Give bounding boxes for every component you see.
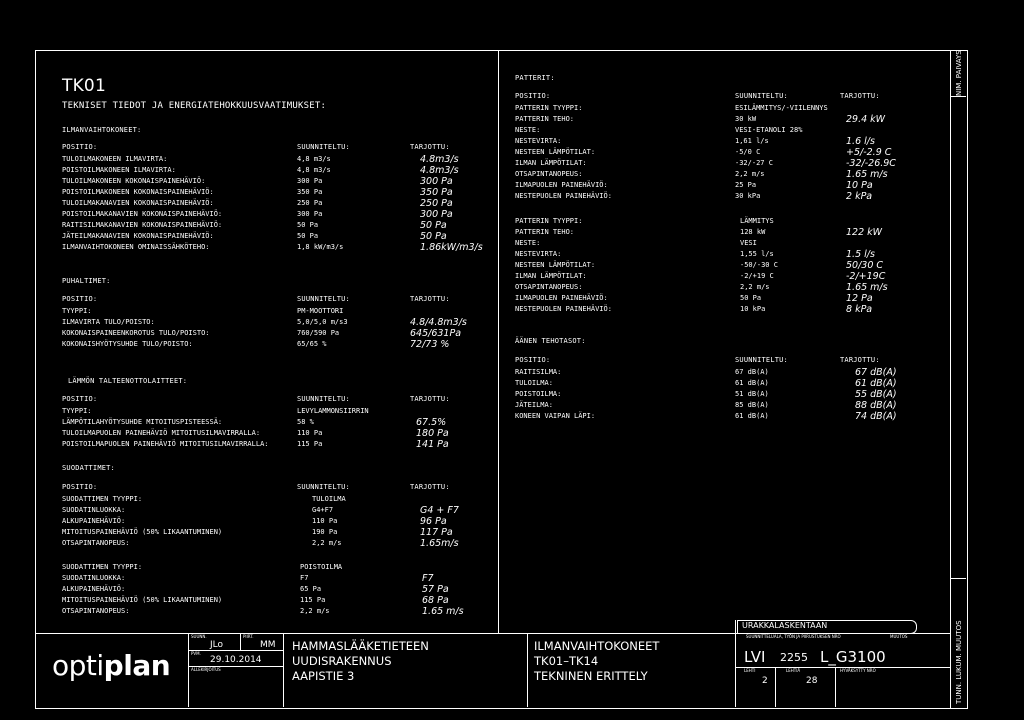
row-label: TULOILMA: — [515, 379, 553, 387]
sheets-value: 28 — [806, 676, 818, 686]
row-label: ALKUPAINEHÄVIÖ: — [62, 517, 126, 525]
tb-divider — [188, 633, 189, 707]
sheet-value: 2 — [762, 676, 768, 686]
offered-value: 300 Pa — [420, 176, 453, 187]
row-label: NESTE: — [515, 126, 541, 134]
planned-value: 190 Pa — [312, 528, 338, 536]
planned-value: 10 kPa — [740, 305, 766, 313]
row-label: ILMAPUOLEN PAINEHÄVIÖ: — [515, 181, 608, 189]
strip-divider-mid — [950, 578, 966, 579]
offered-value: 180 Pa — [416, 428, 449, 439]
row-label: POISTOILMA: — [515, 390, 562, 398]
row-label: NESTEPUOLEN PAINEHÄVIÖ: — [515, 305, 612, 313]
row-label: OTSAPINTANOPEUS: — [515, 170, 583, 178]
tb-divider — [735, 620, 736, 707]
planned-value: 50 Pa — [297, 232, 319, 240]
planned-value: 58 % — [297, 418, 314, 426]
suodatin1-offered — [420, 494, 459, 549]
sheets-label: LEHTIÄ — [786, 668, 801, 673]
planned-value: 4,8 m3/s — [297, 166, 331, 174]
puhaltimet-labels — [62, 306, 210, 350]
offered-value: 141 Pa — [416, 439, 449, 450]
offered-value: -2/+19C — [846, 271, 886, 282]
row-label: POISTOILMAPUOLEN PAINEHÄVIÖ MITOITUSILMAVIRRALLA: — [62, 440, 269, 448]
planned-value: 50 Pa — [297, 221, 319, 229]
header-planned: SUUNNITELTU: — [735, 356, 788, 364]
patteri2-offered — [846, 216, 888, 315]
section-heading: SUODATTIMET: — [62, 464, 115, 472]
row-label: PATTERIN TYYPPI: — [515, 104, 583, 112]
offered-value: G4 + F7 — [420, 505, 459, 516]
header-offered: TARJOTTU: — [410, 395, 450, 403]
planned-value: G4+F7 — [312, 506, 334, 514]
offered-value: 50 Pa — [420, 231, 447, 242]
row-label: KONEEN VAIPAN LÄPI: — [515, 412, 596, 420]
row-label: SUODATTIMEN TYYPPI: — [62, 563, 143, 571]
offered-value: 12 Pa — [846, 293, 873, 304]
discipline-code: LVI — [744, 648, 766, 666]
offered-value: -32/-26.9C — [846, 158, 896, 169]
offered-value: 1.65 m/s — [846, 282, 888, 293]
offered-value: 1.6 l/s — [846, 136, 875, 147]
section-heading: ÄÄNEN TEHOTASOT: — [515, 337, 586, 345]
planned-value: 61 dB(A) — [735, 379, 769, 387]
planned-value: 115 Pa — [297, 440, 323, 448]
row-label: ILMAPUOLEN PAINEHÄVIÖ: — [515, 294, 608, 302]
planned-value: -32/-27 C — [735, 159, 773, 167]
planned-value: LÄMMITYS — [740, 217, 774, 225]
row-label: NESTEVIRTA: — [515, 250, 562, 258]
offered-value: 67.5% — [416, 417, 447, 428]
row-label: NESTE: — [515, 239, 541, 247]
row-label: MITOITUSPAINEHÄVIÖ (50% LIKAANTUMINEN) — [62, 528, 223, 536]
offered-value: F7 — [422, 573, 434, 584]
row-label: TULOILMAKONEEN KOKONAISPAINEHÄVIÖ: — [62, 177, 206, 185]
planned-value: 2,2 m/s — [740, 283, 770, 291]
row-label: TYYPPI: — [62, 407, 92, 415]
row-label: PATTERIN TYYPPI: — [515, 217, 583, 225]
row-label: TULOILMAPUOLEN PAINEHÄVIÖ MITOITUSILMAVIRRALLA: — [62, 429, 261, 437]
revision-label: MUUTOS — [890, 634, 908, 639]
header-planned: SUUNNITELTU: — [735, 92, 788, 100]
title-block — [35, 633, 951, 708]
planned-value: -50/-30 C — [740, 261, 778, 269]
planned-value: 1,61 l/s — [735, 137, 769, 145]
offered-value: 4.8m3/s — [420, 154, 459, 165]
offered-value: 61 dB(A) — [855, 378, 897, 389]
drawing-line-1: ILMANVAIHTOKONEET — [534, 639, 660, 653]
suodatin1-planned — [312, 494, 346, 549]
offered-value: 50 Pa — [420, 220, 447, 231]
sheet-subtitle: TEKNISET TIEDOT JA ENERGIATEHOKKUUSVAATIMUKSET: — [62, 101, 327, 111]
puhaltimet-offered — [410, 306, 467, 350]
piirt-label: PIIRT. — [243, 634, 254, 639]
row-label: MITOITUSPAINEHÄVIÖ (50% LIKAANTUMINEN) — [62, 596, 223, 604]
planned-value: -5/0 C — [735, 148, 761, 156]
planned-value: 300 Pa — [297, 210, 323, 218]
patteri1-offered — [846, 103, 896, 202]
offered-value — [846, 103, 896, 114]
offered-value — [846, 216, 888, 227]
offered-value: 67 dB(A) — [855, 367, 897, 378]
work-number: 2255 — [780, 651, 808, 664]
tb-divider — [240, 633, 241, 650]
patteri2-labels — [515, 216, 612, 315]
offered-value: 2 kPa — [846, 191, 873, 202]
planned-value: 5,0/5,0 m/s3 — [297, 318, 348, 326]
planned-value: 30 kW — [735, 115, 757, 123]
row-label: RAITISILMAKANAVIEN KOKONAISPAINEHÄVIÖ: — [62, 221, 223, 229]
row-label: POISTOILMAKONEEN KOKONAISPAINEHÄVIÖ: — [62, 188, 214, 196]
row-label: KOKONAISHYÖTYSUHDE TULO/POISTO: — [62, 340, 193, 348]
planned-value: 350 Pa — [297, 188, 323, 196]
row-label: NESTEEN LÄMPÖTILAT: — [515, 148, 596, 156]
row-label: SUODATTIMEN TYYPPI: — [62, 495, 143, 503]
planned-value: 67 dB(A) — [735, 368, 769, 376]
sheet-label: LEHTI — [744, 668, 756, 673]
drawing-code: L_G3100 — [820, 648, 886, 666]
suodatin1-labels — [62, 494, 222, 549]
signature-label: ALLEKIRJOITUS — [191, 667, 221, 672]
drawing-number-header: SUUNNITTELUALA, TYÖN JA PIIRUSTUKSEN NRO — [746, 634, 841, 639]
offered-value: 122 kW — [846, 227, 883, 238]
project-line-2: UUDISRAKENNUS — [292, 654, 392, 668]
offered-value: 645/631Pa — [410, 328, 462, 339]
planned-value: 128 kW — [740, 228, 766, 236]
offered-value: 1.65 m/s — [846, 169, 888, 180]
header-planned: SUUNNITELTU: — [297, 295, 350, 303]
approved-label: HYVÄKSYTTY NRO — [840, 668, 876, 673]
row-label: TULOILMAKANAVIEN KOKONAISPAINEHÄVIÖ: — [62, 199, 214, 207]
planned-value: POISTOILMA — [300, 563, 343, 571]
row-label: OTSAPINTANOPEUS: — [515, 283, 583, 291]
suodatin2-offered — [422, 562, 464, 617]
row-label: ILMAN LÄMPÖTILAT: — [515, 159, 587, 167]
planned-value: 1,55 l/s — [740, 250, 774, 258]
planned-value: 51 dB(A) — [735, 390, 769, 398]
offered-value: +5/-2.9 C — [846, 147, 892, 158]
offered-value: 1.65 m/s — [422, 606, 464, 617]
puhaltimet-planned — [297, 306, 348, 350]
planned-value: TULOILMA — [312, 495, 346, 503]
strip-divider-top — [950, 96, 966, 97]
section-heading: PATTERIT: — [515, 74, 555, 82]
row-label: RAITISILMA: — [515, 368, 562, 376]
offered-value: 50/30 C — [846, 260, 884, 271]
offered-value: 68 Pa — [422, 595, 449, 606]
planned-value: VESI — [740, 239, 757, 247]
suunn-value: JLo — [210, 640, 224, 650]
offered-value — [410, 306, 467, 317]
planned-value: 2,2 m/s — [312, 539, 342, 547]
header-offered: TARJOTTU: — [840, 92, 880, 100]
offered-value: 1.86kW/m3/s — [420, 242, 483, 253]
logo-part-a: opti — [52, 649, 104, 682]
planned-value: 115 Pa — [300, 596, 326, 604]
offered-value: 74 dB(A) — [855, 411, 897, 422]
offered-value: 8 kPa — [846, 304, 873, 315]
offered-value: 96 Pa — [420, 516, 447, 527]
row-label: OTSAPINTANOPEUS: — [62, 539, 130, 547]
header-planned: SUUNNITELTU: — [297, 483, 350, 491]
row-label: NESTEVIRTA: — [515, 137, 562, 145]
row-label: ILMANVAIHTOKONEEN OMINAISSÄHKÖTEHO: — [62, 243, 210, 251]
planned-value: 1,8 kW/m3/s — [297, 243, 344, 251]
planned-value: 2,2 m/s — [735, 170, 765, 178]
header-offered: TARJOTTU: — [410, 295, 450, 303]
planned-value: VESI-ETANOLI 28% — [735, 126, 803, 134]
suunn-label: SUUNN. — [191, 634, 207, 639]
section-heading: PUHALTIMET: — [62, 277, 111, 285]
row-label: POISTOILMAKONEEN ILMAVIRTA: — [62, 166, 176, 174]
sheet-title: TK01 — [62, 76, 106, 96]
lammon-planned — [297, 406, 369, 450]
planned-value: 760/590 Pa — [297, 329, 340, 337]
header-position: POSITIO: — [515, 92, 551, 100]
ilmanvaihto-offered — [420, 154, 483, 253]
drawing-line-2: TK01–TK14 — [534, 654, 599, 668]
offered-value — [422, 562, 464, 573]
offered-value: 350 Pa — [420, 187, 453, 198]
side-label-bottom: TUNN. LUKUM. MUUTOS — [955, 620, 963, 704]
planned-value: -2/+19 C — [740, 272, 774, 280]
header-position: POSITIO: — [515, 356, 551, 364]
section-heading: LÄMMÖN TALTEENOTTOLAITTEET: — [68, 377, 188, 385]
planned-value: LEVYLAMMONSIIRRIN — [297, 407, 369, 415]
header-position: POSITIO: — [62, 395, 98, 403]
patteri1-labels — [515, 103, 612, 202]
lammon-labels — [62, 406, 269, 450]
offered-value: 300 Pa — [420, 209, 453, 220]
offered-value — [846, 125, 896, 136]
planned-value: 300 Pa — [297, 177, 323, 185]
project-line-3: AAPISTIE 3 — [292, 669, 355, 683]
planned-value: 25 Pa — [735, 181, 757, 189]
offered-value: 29.4 kW — [846, 114, 886, 125]
row-label: SUODATINLUOKKA: — [62, 506, 126, 514]
patteri2-planned — [740, 216, 778, 315]
offered-value — [420, 494, 459, 505]
offered-value: 88 dB(A) — [855, 400, 897, 411]
row-label: OTSAPINTANOPEUS: — [62, 607, 130, 615]
contract-label: URAKKALASKENTAAN — [742, 621, 828, 630]
row-label: SUODATINLUOKKA: — [62, 574, 126, 582]
header-position: POSITIO: — [62, 143, 98, 151]
column-divider — [498, 50, 499, 633]
date-label: PVM. — [191, 651, 201, 656]
header-offered: TARJOTTU: — [410, 143, 450, 151]
lammon-offered — [416, 406, 449, 450]
planned-value: 110 Pa — [312, 517, 338, 525]
project-line-1: HAMMASLÄÄKETIETEEN — [292, 639, 429, 653]
row-label: ILMAVIRTA TULO/POISTO: — [62, 318, 155, 326]
offered-value: 4.8/4.8m3/s — [410, 317, 467, 328]
tb-divider — [775, 667, 776, 707]
planned-value: 2,2 m/s — [300, 607, 330, 615]
company-logo — [52, 651, 170, 681]
offered-value: 10 Pa — [846, 180, 873, 191]
ilmanvaihto-planned — [297, 154, 343, 253]
date-value: 29.10.2014 — [210, 655, 262, 665]
suodatin2-labels — [62, 562, 222, 617]
aanen-labels — [515, 367, 595, 422]
offered-value — [416, 406, 449, 417]
piirt-value: MM — [260, 640, 276, 650]
aanen-offered — [855, 367, 897, 422]
planned-value: 4,8 m3/s — [297, 155, 331, 163]
tb-divider — [283, 633, 284, 707]
offered-value: 1.5 l/s — [846, 249, 875, 260]
header-planned: SUUNNITELTU: — [297, 143, 350, 151]
planned-value: 65 Pa — [300, 585, 322, 593]
offered-value: 4.8m3/s — [420, 165, 459, 176]
section-heading: ILMANVAIHTOKONEET: — [62, 126, 142, 134]
row-label: KOKONAISPAINEENKOROTUS TULO/POISTO: — [62, 329, 210, 337]
header-position: POSITIO: — [62, 483, 98, 491]
planned-value: 110 Pa — [297, 429, 323, 437]
offered-value: 1.65m/s — [420, 538, 459, 549]
side-label-top: NIM. PAIVAYS — [955, 50, 963, 96]
tb-divider — [835, 667, 836, 707]
row-label: TYYPPI: — [62, 307, 92, 315]
header-offered: TARJOTTU: — [410, 483, 450, 491]
offered-value: 72/73 % — [410, 339, 450, 350]
row-label: JÄTEILMAKANAVIEN KOKONAISPAINEHÄVIÖ: — [62, 232, 214, 240]
planned-value: 250 Pa — [297, 199, 323, 207]
suodatin2-planned — [300, 562, 342, 617]
row-label: ALKUPAINEHÄVIÖ: — [62, 585, 126, 593]
row-label: JÄTEILMA: — [515, 401, 553, 409]
offered-value: 55 dB(A) — [855, 389, 897, 400]
planned-value: 85 dB(A) — [735, 401, 769, 409]
row-label: PATTERIN TEHO: — [515, 115, 575, 123]
row-label: PATTERIN TEHO: — [515, 228, 575, 236]
planned-value: 30 kPa — [735, 192, 761, 200]
patteri1-planned — [735, 103, 828, 202]
ilmanvaihto-labels — [62, 154, 222, 253]
drawing-line-3: TEKNINEN ERITTELY — [534, 669, 648, 683]
tb-row-line — [188, 650, 283, 651]
planned-value: 61 dB(A) — [735, 412, 769, 420]
planned-value: PM-MOOTTORI — [297, 307, 344, 315]
offered-value: 57 Pa — [422, 584, 449, 595]
row-label: ILMAN LÄMPÖTILAT: — [515, 272, 587, 280]
offered-value — [846, 238, 888, 249]
planned-value: ESILÄMMITYS/-VIILENNYS — [735, 104, 828, 112]
row-label: NESTEPUOLEN PAINEHÄVIÖ: — [515, 192, 612, 200]
tb-divider — [527, 633, 528, 707]
logo-part-b: plan — [103, 649, 171, 682]
offered-value: 250 Pa — [420, 198, 453, 209]
header-position: POSITIO: — [62, 295, 98, 303]
aanen-planned — [735, 367, 769, 422]
row-label: NESTEEN LÄMPÖTILAT: — [515, 261, 596, 269]
planned-value: 50 Pa — [740, 294, 762, 302]
planned-value: 65/65 % — [297, 340, 327, 348]
header-planned: SUUNNITELTU: — [297, 395, 350, 403]
row-label: LÄMPÖTILAHYÖTYSUHDE MITOITUSPISTEESSÄ: — [62, 418, 223, 426]
offered-value: 117 Pa — [420, 527, 453, 538]
right-strip-divider — [950, 50, 951, 708]
row-label: POISTOILMAKANAVIEN KOKONAISPAINEHÄVIÖ: — [62, 210, 223, 218]
header-offered: TARJOTTU: — [840, 356, 880, 364]
row-label: TULOILMAKONEEN ILMAVIRTA: — [62, 155, 168, 163]
planned-value: F7 — [300, 574, 309, 582]
